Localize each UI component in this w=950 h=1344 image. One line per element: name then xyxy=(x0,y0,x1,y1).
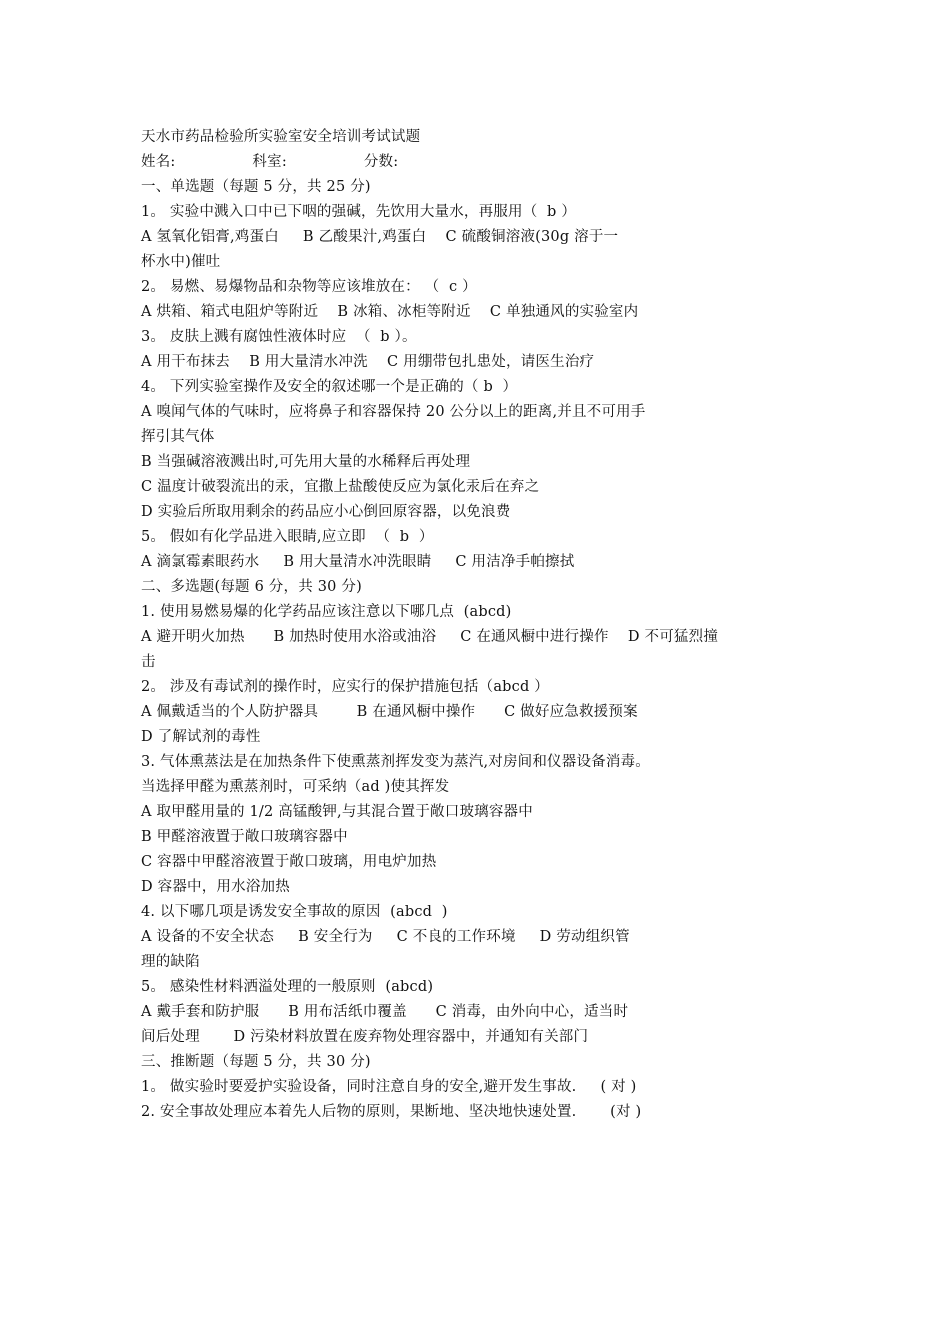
question-line: 3。 皮肤上溅有腐蚀性液体时应 （ b ）。 xyxy=(141,329,417,345)
option-line: D 容器中，用水浴加热 xyxy=(141,879,290,895)
option-line: A 取甲醛用量的 1/2 高锰酸钾,与其混合置于敞口玻璃容器中 xyxy=(141,804,533,820)
question-line: 4. 以下哪几项是诱发安全事故的原因 (abcd ) xyxy=(141,904,448,920)
option-line: 间后处理 D 污染材料放置在废弃物处理容器中，并通知有关部门 xyxy=(141,1029,589,1045)
option-line: C 温度计破裂流出的汞，宜撒上盐酸使反应为氯化汞后在弃之 xyxy=(141,479,540,495)
option-line: 理的缺陷 xyxy=(141,954,200,970)
option-line: A 用干布抹去 B 用大量清水冲洗 C 用绷带包扎患处，请医生治疗 xyxy=(141,354,595,370)
section-heading-true-false: 三、推断题（每题 5 分，共 30 分) xyxy=(141,1054,371,1070)
exam-title: 天水市药品检验所实验室安全培训考试试题 xyxy=(141,129,421,145)
option-line: A 滴氯霉素眼药水 B 用大量清水冲洗眼睛 C 用洁净手帕擦拭 xyxy=(141,554,575,570)
section-heading-single-choice: 一、单选题（每题 5 分，共 25 分) xyxy=(141,179,371,195)
option-line: D 实验后所取用剩余的药品应小心倒回原容器，以免浪费 xyxy=(141,504,511,520)
option-line: A 戴手套和防护服 B 用布活纸巾覆盖 C 消毒，由外向中心，适当时 xyxy=(141,1004,629,1020)
question-line: 2。 涉及有毒试剂的操作时，应实行的保护措施包括（abcd ） xyxy=(141,679,549,695)
question-line: 1。 做实验时要爱护实验设备，同时注意自身的安全,避开发生事故. ( 对 ) xyxy=(141,1079,637,1095)
option-line: C 容器中甲醛溶液置于敞口玻璃，用电炉加热 xyxy=(141,854,437,870)
question-line: 1。 实验中溅入口中已下咽的强碱，先饮用大量水，再服用（ b ） xyxy=(141,204,577,220)
option-line: B 当强碱溶液溅出时,可先用大量的水稀释后再处理 xyxy=(141,454,471,470)
option-line: 击 xyxy=(141,654,156,670)
question-line: 4。 下列实验室操作及安全的叙述哪一个是正确的（ b ） xyxy=(141,379,518,395)
question-line: 1. 使用易燃易爆的化学药品应该注意以下哪几点 (abcd) xyxy=(141,604,512,620)
option-line: 挥引其气体 xyxy=(141,429,215,445)
header-fields: 姓名: 科室: 分数: xyxy=(141,154,399,170)
section-heading-multiple-choice: 二、多选题(每题 6 分，共 30 分) xyxy=(141,579,362,595)
document-body xyxy=(141,125,841,1125)
question-line: 2。 易燃、易爆物品和杂物等应该堆放在： （ c ） xyxy=(141,279,477,295)
question-line: 5。 假如有化学品进入眼睛,应立即 （ b ） xyxy=(141,529,434,545)
question-line: 5。 感染性材料洒溢处理的一般原则 (abcd) xyxy=(141,979,434,995)
option-line: A 避开明火加热 B 加热时使用水浴或油浴 C 在通风橱中进行操作 D 不可猛烈撞 xyxy=(141,629,719,645)
option-line: A 佩戴适当的个人防护器具 B 在通风橱中操作 C 做好应急救援预案 xyxy=(141,704,638,720)
question-line: 当选择甲醛为熏蒸剂时，可采纳（ad )使其挥发 xyxy=(141,779,450,795)
option-line: A 设备的不安全状态 B 安全行为 C 不良的工作环境 D 劳动组织管 xyxy=(141,929,630,945)
option-line: D 了解试剂的毒性 xyxy=(141,729,261,745)
question-line: 2. 安全事故处理应本着先人后物的原则，果断地、坚决地快速处置. (对 ) xyxy=(141,1104,642,1120)
option-line: B 甲醛溶液置于敞口玻璃容器中 xyxy=(141,829,348,845)
option-line: A 烘箱、箱式电阻炉等附近 B 冰箱、冰柜等附近 C 单独通风的实验室内 xyxy=(141,304,639,320)
option-line: A 嗅闻气体的气味时，应将鼻子和容器保持 20 公分以上的距离,并且不可用手 xyxy=(141,404,646,420)
option-line: 杯水中)催吐 xyxy=(141,254,221,270)
question-line: 3. 气体熏蒸法是在加热条件下使熏蒸剂挥发变为蒸汽,对房间和仪器设备消毒。 xyxy=(141,754,650,770)
option-line: A 氢氧化铝膏,鸡蛋白 B 乙酸果汁,鸡蛋白 C 硫酸铜溶液(30g 溶于一 xyxy=(141,229,619,245)
